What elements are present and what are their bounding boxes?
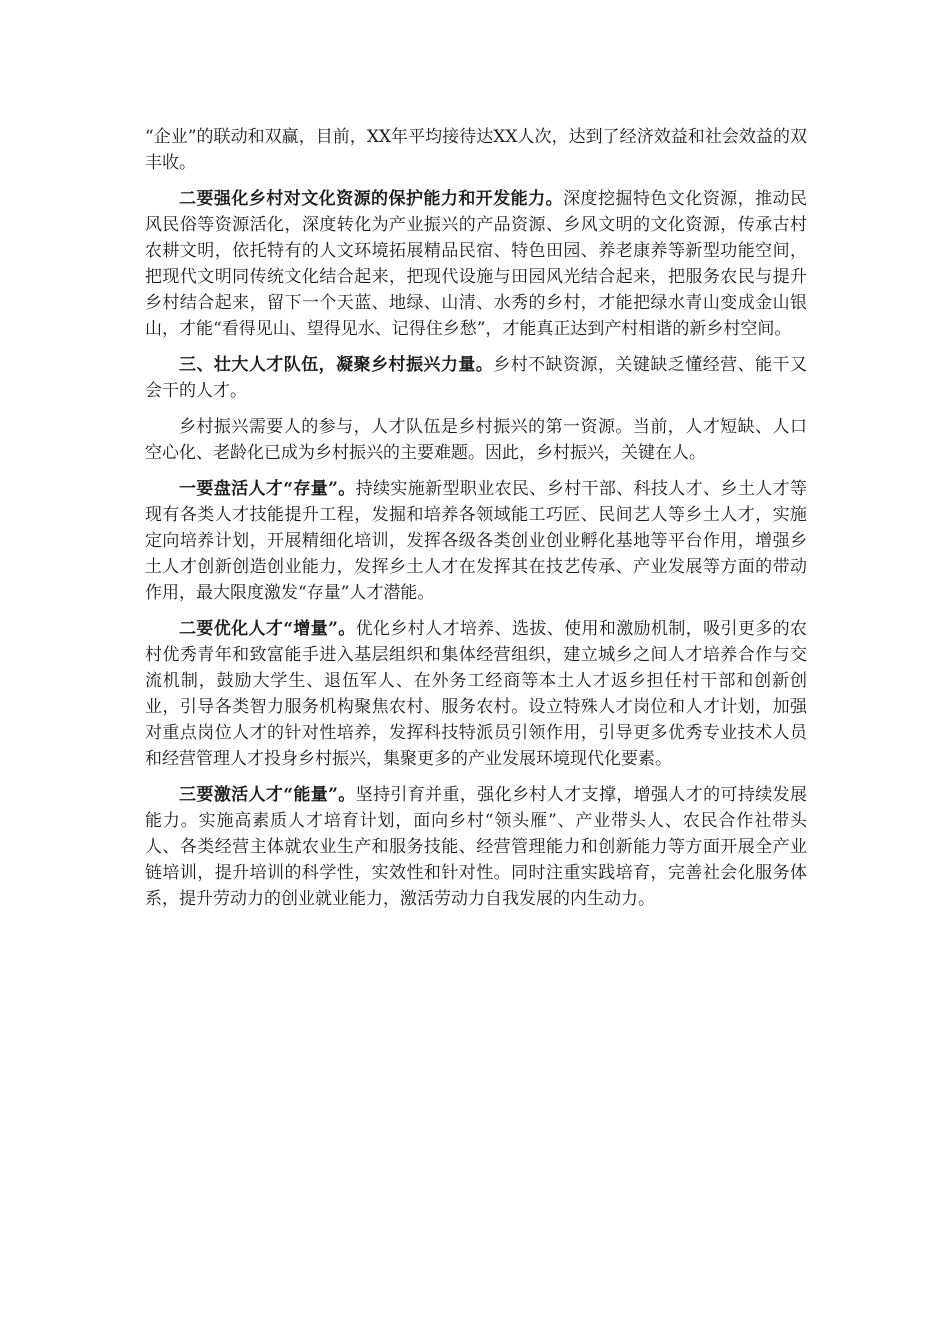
paragraph-2 (145, 186, 807, 342)
paragraph-5 (145, 476, 807, 606)
paragraph-lead: 二要优化人才“增量”。 (179, 619, 356, 639)
paragraph-text: 乡村不缺资源，关键缺乏懂经营、能干又会干的人才。 (145, 355, 808, 401)
paragraph-4 (145, 414, 807, 466)
paragraph-text: 乡村振兴需要人的参与，人才队伍是乡村振兴的第一资源。当前，人才短缺、人口空心化、老龄化已成为乡村振兴的主要难题。因此，乡村振兴，关键在人。 (145, 417, 807, 463)
paragraph-text: “企业”的联动和双赢，目前，XX年平均接待达XX人次，达到了经济效益和社会效益的双丰收。 (145, 127, 807, 173)
paragraph-text: 深度挖掘特色文化资源，推动民风民俗等资源活化，深度转化为产业振兴的产品资源、乡风文明的文化资源，传承古村农耕文明，依托特有的人文环境拓展精品民宿、特色田园、养老康养等新型功能空间，把现代文明同传统文化结合起来，把现代设施与田园风光结合起来，把服务农民与提升乡村结合起来，留下一个天蓝、地绿、山清、水秀的乡村，才能把绿水青山变成金山银山，才能“看得见山、望得见水、记得住乡愁”，才能真正达到产村相谐的新乡村空间。 (145, 189, 808, 339)
section-heading-paragraph (145, 352, 807, 404)
paragraph-text: 优化乡村人才培养、选拔、使用和激励机制，吸引更多的农村优秀青年和致富能手进入基层组织和集体经营组织，建立城乡之间人才培养合作与交流机制，鼓励大学生、退伍军人、在外务工经商等本土人才返乡担任村干部和创新创业，引导各类智力服务机构聚焦农村、服务农村。设立特殊人才岗位和人才计划，加强对重点岗位人才的针对性培养，发挥科技特派员引领作用，引导更多优秀专业技术人员和经营管理人才投身乡村振兴，集聚更多的产业发展环境现代化要素。 (145, 619, 808, 769)
document-body (145, 124, 807, 922)
paragraph-lead: 一要盘活人才“存量”。 (179, 479, 356, 499)
paragraph-text: 持续实施新型职业农民、乡村干部、科技人才、乡土人才等现有各类人才技能提升工程，发掘和培养各领域能工巧匠、民间艺人等乡土人才，实施定向培养计划，开展精细化培训，发挥各级各类创业创业孵化基地等平台作用，增强乡土人才创新创造创业能力，发挥乡土人才在发挥其在技艺传承、产业发展等方面的带动作用，最大限度激发“存量”人才潜能。 (145, 479, 808, 603)
paragraph-lead: 二要强化乡村对文化资源的保护能力和开发能力。 (179, 189, 564, 209)
paragraph-1 (145, 124, 807, 176)
section-heading: 三、壮大人才队伍，凝聚乡村振兴力量。 (179, 355, 494, 375)
paragraph-text: 坚持引育并重，强化乡村人才支撑，增强人才的可持续发展能力。实施高素质人才培育计划，面向乡村“领头雁”、产业带头人、农民合作社带头人、各类经营主体就农业生产和服务技能、经营管理能力和创新能力等方面开展全产业链培训，提升培训的科学性，实效性和针对性。同时注重实践培育，完善社会化服务体系，提升劳动力的创业就业能力，激活劳动力自我发展的内生动力。 (145, 785, 808, 909)
paragraph-7 (145, 782, 807, 912)
paragraph-lead: 三要激活人才“能量”。 (179, 785, 356, 805)
paragraph-6 (145, 616, 807, 772)
